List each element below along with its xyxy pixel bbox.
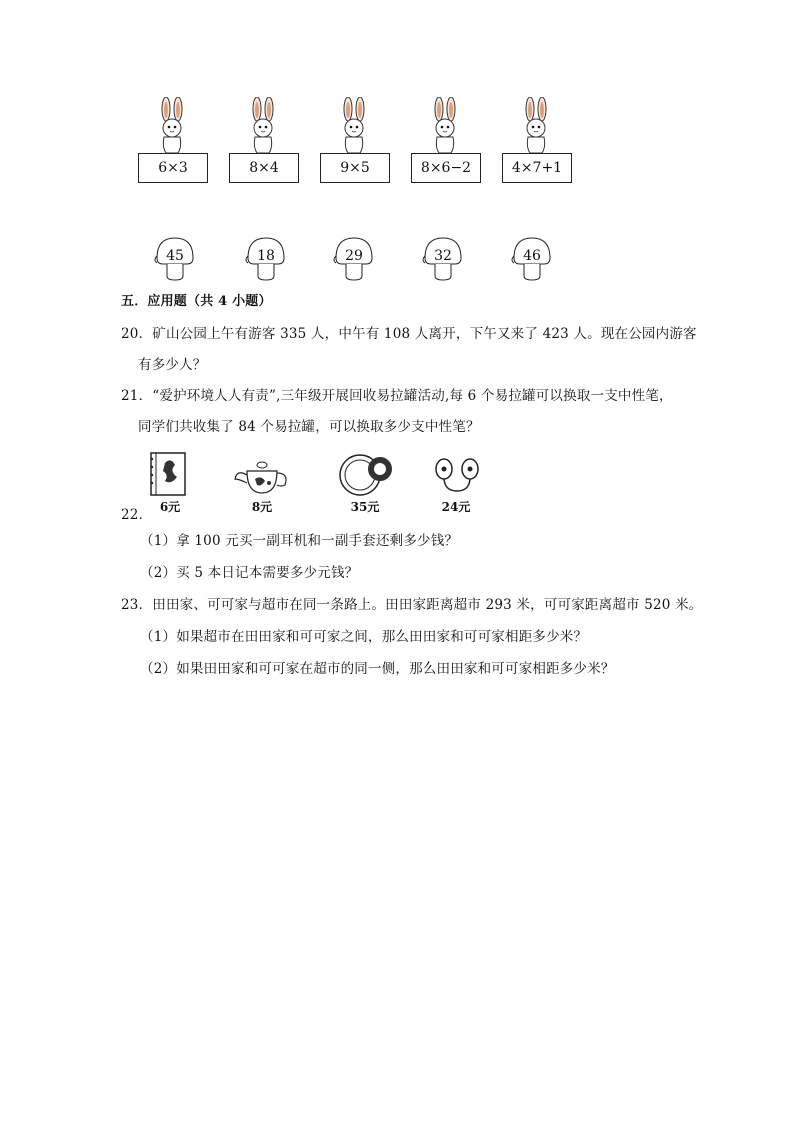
section-title: 五．应用题（共 4 小题） bbox=[121, 294, 272, 309]
notebook-icon bbox=[147, 451, 189, 497]
expression-box: 9×5 bbox=[320, 153, 390, 183]
question-22-sub1: （1）拿 100 元买一副耳机和一副手套还剩多少钱？ bbox=[140, 533, 459, 549]
expression-box: 8×6−2 bbox=[411, 153, 481, 183]
teapot-icon bbox=[233, 457, 291, 497]
question-23-sub1: （1）如果超市在田田家和可可家之间，那么田田家和可可家相距多少米？ bbox=[140, 629, 588, 645]
question-21-line2: 同学们共收集了 84 个易拉罐，可以换取多少支中性笔？ bbox=[138, 419, 480, 435]
rabbit-icon bbox=[425, 97, 465, 153]
rabbit-icon bbox=[516, 97, 556, 153]
question-22-sub2: （2）买 5 本日记本需要多少元钱？ bbox=[140, 565, 359, 581]
mushroom-number: 18 bbox=[257, 248, 275, 264]
mushroom-number: 46 bbox=[523, 248, 541, 264]
mushroom-number: 45 bbox=[166, 248, 184, 264]
price-label: 35元 bbox=[350, 500, 380, 514]
question-22-number: 22． bbox=[121, 507, 153, 523]
question-23-sub2: （2）如果田田家和可可家在超市的同一侧，那么田田家和可可家相距多少米？ bbox=[140, 661, 615, 677]
mushroom-number: 29 bbox=[345, 248, 363, 264]
rabbit-icon bbox=[334, 97, 374, 153]
plates-icon bbox=[338, 451, 394, 497]
question-20-line1: 20．矿山公园上午有游客 335 人，中午有 108 人离开，下午又来了 423 人。现在公园内游客 bbox=[121, 326, 697, 342]
earphones-icon bbox=[433, 457, 481, 497]
rabbit-icon bbox=[152, 97, 192, 153]
expression-box: 6×3 bbox=[138, 153, 208, 183]
price-label: 8元 bbox=[251, 500, 273, 514]
mushroom-number: 32 bbox=[434, 248, 452, 264]
price-label: 24元 bbox=[441, 500, 471, 514]
expression-box: 8×4 bbox=[229, 153, 299, 183]
expression-box: 4×7+1 bbox=[502, 153, 572, 183]
rabbit-icon bbox=[243, 97, 283, 153]
price-label: 6元 bbox=[159, 500, 181, 514]
question-21-line1: 21．“爱护环境人人有责”,三年级开展回收易拉罐活动,每 6 个易拉罐可以换取一支中性笔， bbox=[121, 388, 673, 404]
question-23-line1: 23．田田家、可可家与超市在同一条路上。田田家距离超市 293 米，可可家距离超市 520 米。 bbox=[121, 597, 703, 613]
question-20-line2: 有多少人？ bbox=[138, 357, 207, 373]
